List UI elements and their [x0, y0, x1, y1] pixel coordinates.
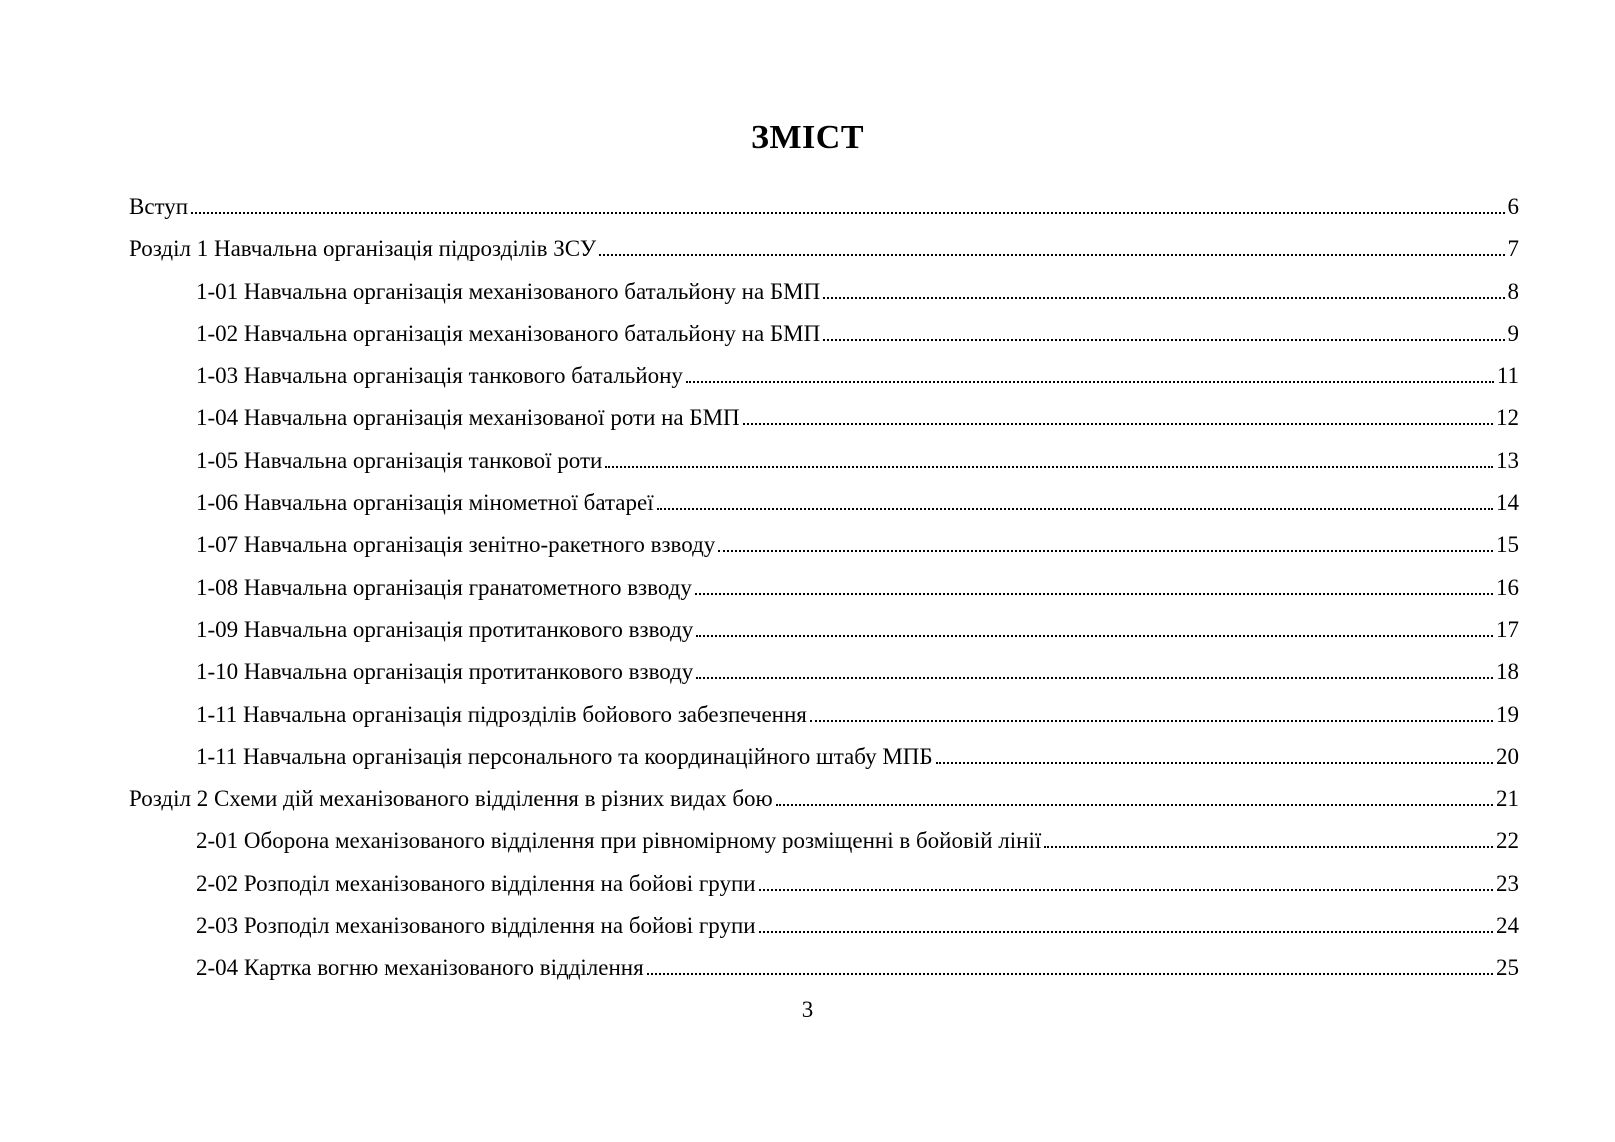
- toc-entry[interactable]: [129, 228, 1519, 270]
- toc-entry[interactable]: [129, 440, 1519, 482]
- toc-dot-leader: [657, 508, 1493, 510]
- toc-dot-leader: [823, 339, 1504, 341]
- toc-entry[interactable]: [129, 905, 1519, 947]
- toc-dot-leader: [695, 593, 1493, 595]
- toc-entry[interactable]: [129, 609, 1519, 651]
- toc-dot-leader: [647, 973, 1493, 975]
- toc-entry-page: 25: [1496, 955, 1519, 981]
- toc-entry-label: 2-01 Оборона механізованого відділення при рівномірному розміщенні в бойовій лінії: [196, 828, 1042, 854]
- toc-entry[interactable]: [129, 651, 1519, 693]
- toc-entry-page: 9: [1507, 320, 1519, 346]
- toc-entry-page: 7: [1507, 236, 1519, 262]
- toc-entry[interactable]: [129, 694, 1519, 736]
- page-title: ЗМІСТ: [751, 119, 864, 156]
- toc-entry[interactable]: [129, 736, 1519, 778]
- toc-entry-page: 20: [1496, 743, 1519, 769]
- toc-entry-label: 1-07 Навчальна організація зенітно-ракетного взводу: [196, 532, 716, 558]
- toc-entry-label: Вступ: [129, 194, 189, 219]
- toc-entry-label: 2-02 Розподіл механізованого відділення на бойові групи: [196, 870, 756, 896]
- toc-entry-page: 15: [1496, 532, 1519, 558]
- toc-entry-label: 1-08 Навчальна організація гранатометного взводу: [196, 574, 692, 600]
- toc-entry-label: 1-11 Навчальна організація підрозділів бойового забезпечення: [196, 701, 807, 727]
- toc-entry[interactable]: [129, 778, 1519, 820]
- toc-dot-leader: [599, 254, 1504, 256]
- toc-entry[interactable]: [129, 947, 1519, 989]
- toc-entry[interactable]: [129, 186, 1519, 228]
- toc-entry-label: Розділ 2 Схеми дій механізованого відділення в різних видах бою: [129, 786, 773, 812]
- toc-dot-leader: [605, 466, 1493, 468]
- toc-entry[interactable]: [129, 482, 1519, 524]
- toc-dot-leader: [1044, 846, 1493, 848]
- toc-dot-leader: [759, 931, 1493, 933]
- toc-entry[interactable]: [129, 863, 1519, 905]
- toc-dot-leader: [686, 381, 1494, 383]
- toc-entry-page: 17: [1496, 616, 1519, 642]
- toc-dot-leader: [191, 212, 1504, 214]
- toc-dot-leader: [823, 297, 1504, 299]
- toc-entry-page: 6: [1507, 194, 1519, 219]
- toc-entry-label: 2-04 Картка вогню механізованого відділення: [196, 955, 644, 981]
- toc-entry-page: 24: [1496, 913, 1519, 939]
- toc-entry-page: 12: [1496, 405, 1519, 431]
- toc-entry-page: 13: [1496, 447, 1519, 473]
- toc-entry-label: 1-11 Навчальна організація персонального та координаційного штабу МПБ: [196, 743, 933, 769]
- toc-dot-leader: [718, 550, 1493, 552]
- toc-dot-leader: [743, 423, 1493, 425]
- toc-dot-leader: [759, 889, 1493, 891]
- toc-entry[interactable]: [129, 313, 1519, 355]
- toc-entry-page: 8: [1507, 278, 1519, 304]
- toc-entry-page: 19: [1496, 701, 1519, 727]
- toc-entry-label: 1-03 Навчальна організація танкового батальйону: [196, 363, 683, 389]
- toc-dot-leader: [936, 762, 1493, 764]
- toc-entry[interactable]: [129, 397, 1519, 439]
- toc-dot-leader: [696, 635, 1493, 637]
- toc-entry-label: 1-01 Навчальна організація механізованого батальйону на БМП: [196, 278, 821, 304]
- toc-dot-leader: [810, 720, 1493, 722]
- toc-entry-page: 11: [1496, 363, 1519, 389]
- page-number: 3: [801, 997, 814, 1022]
- toc-entry-page: 14: [1496, 490, 1519, 516]
- toc-entry-page: 22: [1496, 828, 1519, 854]
- toc-entry[interactable]: [129, 355, 1519, 397]
- toc-entry-page: 16: [1496, 574, 1519, 600]
- toc-entry-page: 18: [1496, 659, 1519, 685]
- toc-entry-label: 1-06 Навчальна організація мінометної батареї: [196, 490, 654, 516]
- toc-entry-label: Розділ 1 Навчальна організація підрозділів ЗСУ: [129, 236, 597, 262]
- toc-entry-label: 1-10 Навчальна організація протитанкового взводу: [196, 659, 694, 685]
- toc-entry-label: 1-02 Навчальна організація механізованого батальйону на БМП: [196, 320, 821, 346]
- toc-entry-label: 1-05 Навчальна організація танкової роти: [196, 447, 603, 473]
- toc-entry-label: 1-09 Навчальна організація протитанкового взводу: [196, 616, 694, 642]
- toc-dot-leader: [696, 677, 1493, 679]
- table-of-contents: [129, 186, 1519, 990]
- toc-entry[interactable]: [129, 271, 1519, 313]
- toc-dot-leader: [776, 804, 1493, 806]
- toc-entry[interactable]: [129, 567, 1519, 609]
- toc-entry-label: 1-04 Навчальна організація механізованої роти на БМП: [196, 405, 740, 431]
- toc-entry-page: 23: [1496, 870, 1519, 896]
- toc-entry[interactable]: [129, 524, 1519, 566]
- toc-entry-label: 2-03 Розподіл механізованого відділення на бойові групи: [196, 913, 756, 939]
- toc-entry[interactable]: [129, 820, 1519, 862]
- toc-entry-page: 21: [1496, 786, 1519, 812]
